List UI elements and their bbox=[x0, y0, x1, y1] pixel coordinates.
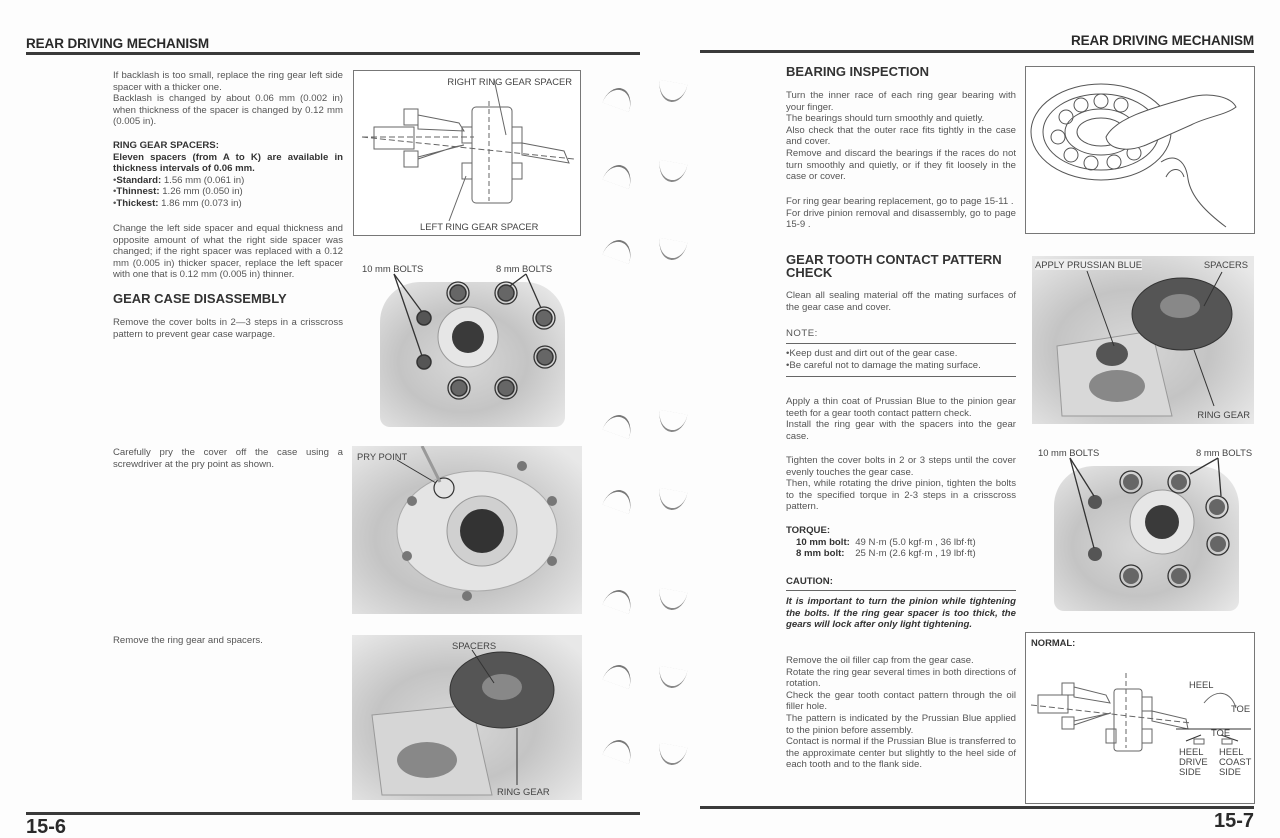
page-number-right: 15-7 bbox=[1213, 810, 1254, 832]
contact-pattern-heading: GEAR TOOTH CONTACT PATTERN CHECK bbox=[786, 252, 1002, 280]
binder-hole bbox=[602, 236, 635, 264]
tighten-text: Tighten the cover bolts in 2 or 3 steps until the cover evenly touches the gear case. Then, while rotating the drive pinion, tighten the bolts to the specified torque in 2-3 steps in a crisscross pattern. bbox=[786, 455, 1016, 513]
ring-gear-bearing-ref: For ring gear bearing replacement, go to page 15-11 . bbox=[786, 196, 1014, 207]
toe-label-right: TOE bbox=[1231, 703, 1251, 714]
binder-hole bbox=[602, 161, 635, 189]
torque-8mm: 8 mm bolt: 25 N·m (2.6 kgf·m , 19 lbf·ft) bbox=[796, 548, 976, 560]
note-label: NOTE: bbox=[786, 328, 818, 339]
spacer-thinnest: • Thinnest: 1.26 mm (0.050 in) bbox=[113, 186, 343, 198]
spacer-thickest: • Thickest: 1.86 mm (0.073 in) bbox=[113, 198, 343, 210]
heel-label-top: HEEL bbox=[1189, 679, 1214, 690]
header-rule bbox=[26, 52, 640, 55]
bolt-callouts bbox=[1034, 444, 1256, 614]
normal-title: NORMAL: bbox=[1031, 637, 1076, 648]
heel-drive-side-label: HEEL DRIVE SIDE bbox=[1179, 746, 1208, 777]
gear-case-cover-drawing bbox=[352, 446, 582, 614]
pry-point-photo bbox=[352, 446, 582, 614]
contact-check-text: Remove the oil filler cap from the gear case. Rotate the ring gear several times in both directions of rotation. Check the gear tooth contact pattern through the oil filler hole. The pattern is indicated by the Prussian Blue applied to the pinion before assembly. Contact is normal if the Prussian Blue is transferred to the approximate center but slightly to the heel side of each tooth and to the flank side. bbox=[786, 655, 1016, 771]
pry-cover-text: Carefully pry the cover off the case using a screwdriver at the pry point as shown. bbox=[113, 447, 343, 470]
bolt-callouts bbox=[358, 260, 584, 430]
spacers-label: SPACERS bbox=[1203, 259, 1248, 270]
backlash-line: Backlash is changed by about 0.06 mm (0.002 in) when thickness of the spacer is changed by 0.12 mm (0.005 in). bbox=[113, 93, 343, 128]
gear-case-disassembly-heading: GEAR CASE DISASSEMBLY bbox=[113, 291, 287, 306]
binder-hole bbox=[656, 666, 687, 691]
footer-rule bbox=[700, 806, 1254, 809]
remove-bolts-text: Remove the cover bolts in 2—3 steps in a crisscross pattern to prevent gear case warpage. bbox=[113, 317, 343, 340]
ring-gear-label: RING GEAR bbox=[1197, 409, 1250, 420]
pinion-cross-section-drawing bbox=[1026, 633, 1255, 804]
cover-bolts-photo bbox=[358, 260, 584, 430]
remove-ring-gear-text: Remove the ring gear and spacers. bbox=[113, 635, 263, 646]
footer-rule bbox=[26, 812, 640, 815]
note-list bbox=[786, 348, 1016, 371]
prussian-blue-photo bbox=[1032, 256, 1254, 424]
ring-gear-spacers-block bbox=[113, 140, 343, 210]
spacers-label: SPACERS bbox=[452, 640, 497, 651]
binder-hole bbox=[656, 410, 687, 435]
binder-hole bbox=[602, 586, 635, 614]
right-page bbox=[640, 0, 1280, 838]
running-head-left: REAR DRIVING MECHANISM bbox=[26, 36, 210, 51]
bearing-line: Turn the inner race of each ring gear bearing with your finger. bbox=[786, 90, 1016, 113]
torque-spec bbox=[786, 525, 1016, 560]
right-ring-gear-spacer-label: RIGHT RING GEAR SPACER bbox=[447, 76, 572, 87]
binder-hole bbox=[656, 80, 687, 105]
binder-hole bbox=[602, 411, 635, 439]
binder-hole bbox=[656, 238, 687, 263]
ring-gear-spacers-photo bbox=[352, 635, 582, 800]
ring-gear-label: RING GEAR bbox=[497, 786, 550, 797]
torque-10mm: 10 mm bolt: 49 N·m (5.0 kgf·m , 36 lbf·ft) bbox=[796, 536, 976, 548]
note-rule-top bbox=[786, 343, 1016, 344]
running-head-right: REAR DRIVING MECHANISM bbox=[1070, 33, 1254, 48]
bearing-inspection-illustration bbox=[1025, 66, 1255, 234]
spacer-standard: • Standard: 1.56 mm (0.061 in) bbox=[113, 175, 343, 187]
normal-contact-pattern-diagram bbox=[1025, 632, 1255, 804]
ten-mm-bolts-label: 10 mm BOLTS bbox=[1038, 447, 1100, 458]
bearing-inspection-heading: BEARING INSPECTION bbox=[786, 64, 930, 79]
caution-label: CAUTION: bbox=[786, 576, 833, 587]
ring-gear-spacer-diagram bbox=[353, 70, 581, 236]
ten-mm-bolts-label: 10 mm BOLTS bbox=[362, 263, 424, 274]
bearing-page-refs bbox=[786, 196, 1016, 231]
binder-hole bbox=[656, 488, 687, 513]
backlash-text bbox=[113, 70, 343, 128]
spacers-intro: Eleven spacers (from A to K) are available in thickness intervals of 0.06 mm. bbox=[113, 151, 343, 175]
page-number-left: 15-6 bbox=[26, 816, 67, 838]
bearing-line: Also check that the outer race fits tightly in the case and cover. bbox=[786, 124, 1016, 148]
binder-hole bbox=[656, 588, 687, 613]
binder-hole bbox=[656, 160, 687, 185]
bearing-line: Remove and discard the bearings if the races do not turn smoothly and quietly, or if they fit loosely in the case or cover. bbox=[786, 147, 1016, 183]
caution-text: It is important to turn the pinion while tightening the bolts. If the ring gear spacer is too thick, the gears will lock after only light tightening. bbox=[786, 596, 1016, 631]
binder-hole bbox=[602, 736, 635, 764]
gear-assembly-drawing bbox=[1032, 256, 1254, 424]
binder-hole bbox=[656, 743, 687, 768]
bearing-line: The bearings should turn smoothly and quietly. bbox=[786, 113, 985, 125]
eight-mm-bolts-label: 8 mm BOLTS bbox=[496, 263, 553, 274]
binder-hole bbox=[602, 486, 635, 514]
spacer-change-text: Change the left side spacer and equal thickness and opposite amount of what the right side spacer was changed; if the right spacer was replaced with a 0.12 mm (0.005 in) thicker spacer, replace the left spacer with one that is 0.12 mm (0.005 in) thinner. bbox=[113, 223, 343, 281]
note-item: • Be careful not to damage the mating surface. bbox=[786, 360, 1016, 372]
binder-hole bbox=[602, 661, 635, 689]
note-rule-bottom bbox=[786, 376, 1016, 377]
eight-mm-bolts-label: 8 mm BOLTS bbox=[1196, 447, 1253, 458]
note-item: • Keep dust and dirt out of the gear case. bbox=[786, 348, 1016, 360]
binder-hole bbox=[602, 84, 635, 112]
pry-point-label: PRY POINT bbox=[357, 451, 408, 462]
ring-gear-drawing bbox=[352, 635, 582, 800]
clean-text: Clean all sealing material off the mating surfaces of the gear case and cover. bbox=[786, 290, 1016, 313]
header-rule bbox=[700, 50, 1254, 53]
torque-label: TORQUE: bbox=[786, 525, 831, 536]
cover-bolts-photo-right bbox=[1034, 444, 1256, 614]
heel-coast-side-label: HEEL COAST SIDE bbox=[1219, 746, 1252, 777]
toe-label-bottom: TOE bbox=[1211, 727, 1231, 738]
left-ring-gear-spacer-label: LEFT RING GEAR SPACER bbox=[420, 221, 539, 232]
drive-pinion-ref: For drive pinion removal and disassembly, go to page 15-9 . bbox=[786, 207, 1016, 231]
bearing-finger-drawing bbox=[1026, 67, 1255, 234]
spacers-heading: RING GEAR SPACERS: bbox=[113, 140, 219, 151]
bearing-inspection-text bbox=[786, 90, 1016, 183]
apply-prussian-blue-label: APPLY PRUSSIAN BLUE bbox=[1035, 259, 1142, 270]
backlash-line: If backlash is too small, replace the ring gear left side spacer with a thicker one. bbox=[113, 70, 343, 93]
caution-rule bbox=[786, 590, 1016, 591]
spacer-cross-section-drawing bbox=[354, 71, 581, 236]
apply-prussian-text: Apply a thin coat of Prussian Blue to the pinion gear teeth for a gear tooth contact pattern check. Install the ring gear with the spacers into the gear case. bbox=[786, 396, 1016, 442]
